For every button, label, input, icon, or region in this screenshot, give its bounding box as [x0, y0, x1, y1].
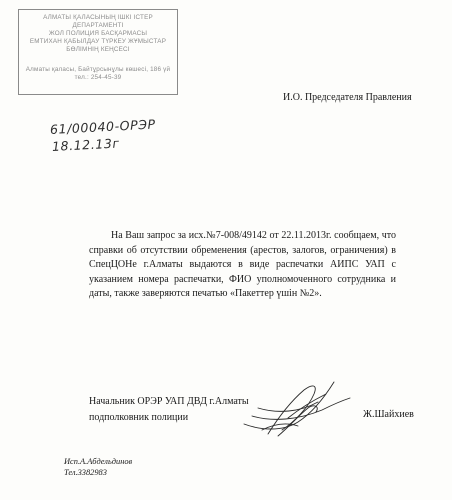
executor-block — [64, 456, 132, 478]
signatory-name: Ж.Шайхиев — [363, 409, 414, 420]
stamp-line: ЕМТИХАН ҚАБЫЛДАУ ТҮРКЕУ ЖҰМЫСТАР — [29, 38, 167, 45]
signatory-position — [89, 394, 249, 426]
recipient-line: И.О. Председателя Правления — [283, 92, 412, 103]
stamp-line: ДЕПАРТАМЕНТІ — [72, 22, 124, 29]
executor-phone: Тел.3382983 — [64, 468, 107, 477]
body-paragraph: На Ваш запрос за исх.№7-008/49142 от 22.11.2013г. сообщаем, что справки об отсутствии обременения (арестов, залогов, ограничения) в СпецЦОНе г.Алматы выдаются в виде распечатки АИПС УАП с указанием номера распечатки, ФИО уполномоченного сотрудника и даты, также заверяются печатью «Пакеттер үшін №2». — [89, 230, 396, 300]
stamp-phone: тел.: 254-45-39 — [74, 74, 122, 81]
stamp-line: БӨЛІМНІҢ КЕҢСЕСІ — [66, 46, 130, 53]
handwritten-reg-date: 18.12.13г — [51, 135, 120, 154]
registration-stamp — [18, 9, 178, 95]
position-rank: подполковник полиции — [89, 412, 189, 423]
handwritten-signature — [238, 372, 356, 442]
stamp-line: АЛМАТЫ ҚАЛАСЫНЫҢ ІШКІ ІСТЕР — [43, 14, 153, 21]
stamp-line: ЖОЛ ПОЛИЦИЯ БАСҚАРМАСЫ — [48, 30, 148, 37]
stamp-address: Алматы қаласы, Байтұрсынұлы көшесі, 186 үй — [25, 66, 171, 73]
handwritten-reg-number: 61/00040-ОРЭР — [49, 116, 157, 137]
executor-name: Исп.А.Абдельдинов — [64, 457, 133, 466]
letter-body — [89, 229, 396, 302]
position-title: Начальник ОРЭР УАП ДВД г.Алматы — [89, 396, 249, 407]
